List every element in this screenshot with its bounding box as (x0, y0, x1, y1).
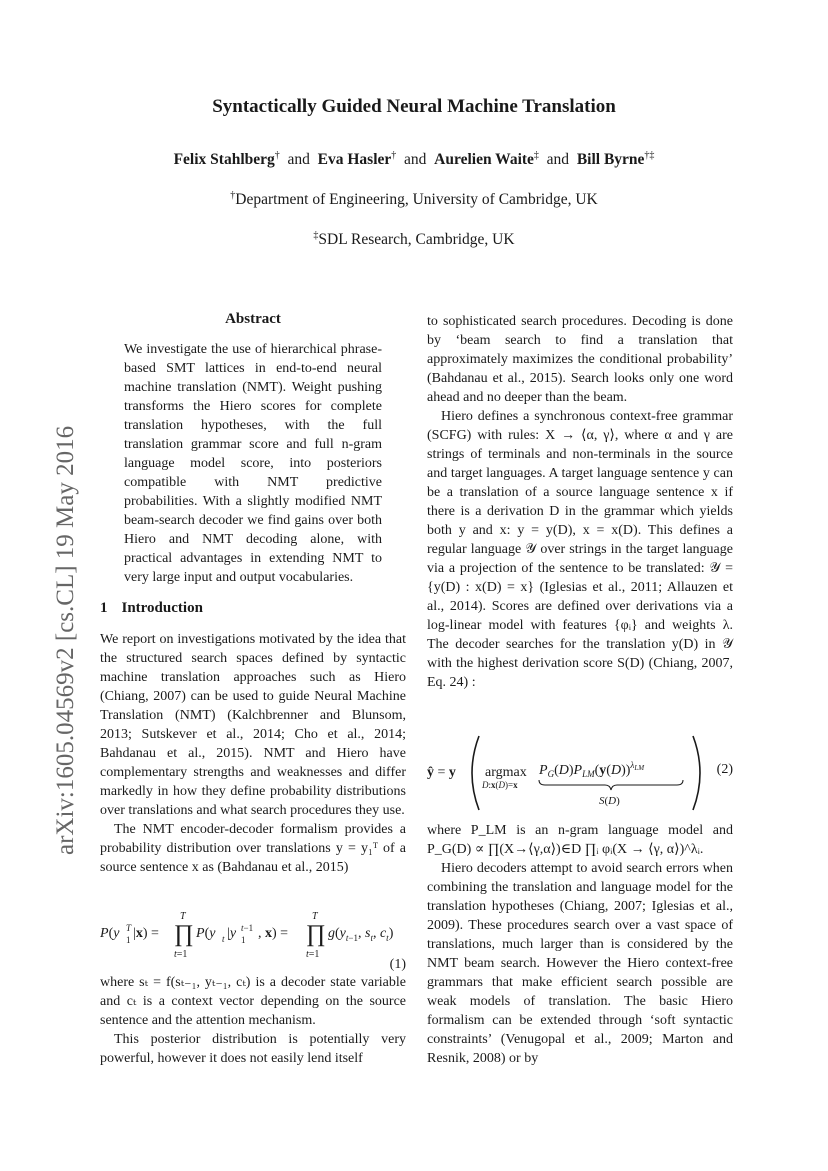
svg-text:1: 1 (126, 935, 131, 945)
paper-title: Syntactically Guided Neural Machine Translation (212, 96, 616, 117)
hiero-paragraph: Hiero defines a synchronous context-free grammar (SCFG) with rules: X → ⟨α, γ⟩, where α and γ are strings of terminals and non-terminals in the source and target languages. A target language sentence y can be a translation of a source language sentence x if there is a derivation D in the grammar which yields both y and x: y = y(D), x = x(D). This defines a regular language 𝒴 over strings in the target language via a projection of the sentence to be translated: 𝒴 = {y(D) : x(D) = x} (Iglesias et al., 2011; Allauzen et al., 2014). Scores are defined over derivations via a log-linear model with features {φᵢ} and weights λ. The decoder searches for the translation y(D) in 𝒴 with the highest derivation score S(D) (Chiang, 2007, Eq. 24) : (427, 409, 733, 690)
equation-1-graphic (100, 905, 406, 971)
svg-text:D:x(D)=x: D:x(D)=x (482, 780, 518, 790)
search-paragraph: to sophisticated search procedures. Decoding is done by ‘beam search to find a translation that approximately maximizes the conditional probability’ (Bahdanau et al., 2015). Search looks only one word ahead and no deeper than the beam. (427, 314, 733, 405)
intro-paragraph: We report on investigations motivated by the idea that the structured search spaces defined by syntactic machine translation approaches such as Hiero (Chiang, 2007) can be used to guide Neural Machine Translation (NMT) (Kalchbrenner and Blunsom, 2013; Sutskever et al., 2014; Cho et al., 2014; Bahdanau et al., 2015). NMT and Hiero have complementary strengths and weaknesses and differ markedly in how they define probability distributions over translations and what search procedures they use. (100, 632, 406, 818)
author-mark: †‡ (644, 150, 655, 161)
left-column-top (100, 630, 406, 877)
equation-number: (2) (716, 762, 733, 777)
svg-text:|x) =: |x) = (133, 926, 159, 941)
affiliation (0, 230, 828, 249)
svg-text:T: T (312, 911, 318, 922)
left-column-bottom (100, 973, 406, 1068)
equation-2-graphic (427, 728, 717, 818)
section-heading (100, 600, 203, 617)
svg-text:S(D): S(D) (599, 795, 620, 807)
author-name: Bill Byrne (576, 151, 645, 169)
affiliation-text: SDL Research, Cambridge, UK (318, 231, 515, 249)
abstract-text: We investigate the use of hierarchical phrase-based SMT lattices in end-to-end neural machine translation (NMT). Weight pushing transforms the Hiero scores for complete translation hypotheses, with the full translation grammar score and full n-gram language model score, into posteriors compatible with NMT predictive probabilities. With a slightly modified NMT beam-search decoder we find gains over both Hiero and NMT decoding alone, with practical advantages in extending NMT to very large input and output vocabularies. (124, 342, 382, 585)
plm-paragraph: where P_LM is an n-gram language model and P_G(D) ∝ ∏(X→⟨γ,α⟩)∈D ∏ᵢ φᵢ(X → ⟨γ, α⟩)^λᵢ. (427, 823, 733, 857)
svg-text:P(y: P(y (100, 926, 120, 941)
author-name: Aurelien Waite (434, 151, 534, 169)
affiliation-mark: † (230, 190, 236, 201)
svg-text:T: T (180, 911, 186, 922)
svg-text:T: T (126, 923, 132, 933)
hiero-decoders-paragraph: Hiero decoders attempt to avoid search errors when combining the translation and language model for the translation hypotheses (Chiang, 2007; Iglesias et al., 2009). These procedures search over a vast space of translations, much larger than is considered by the NMT beam search. However the Hiero context-free grammars that make efficient search possible are weak models of translation. The basic Hiero formalism can be extended through ‘soft syntactic constraints’ (Venugopal et al., 2009; Marton and Resnik, 2008) or by (427, 861, 733, 1066)
decoder-state-paragraph: where sₜ = f(sₜ₋₁, yₜ₋₁, cₜ) is a decoder state variable and cₜ is a context vector depending on the source sentence and the attention mechanism. (100, 975, 406, 1028)
equation-1 (100, 905, 406, 972)
svg-text:∏: ∏ (174, 921, 194, 947)
svg-text:P(y: P(y (196, 926, 216, 941)
svg-text:|y: |y (227, 926, 237, 941)
author-name: Felix Stahlberg (173, 151, 275, 169)
abstract-heading: Abstract (225, 311, 281, 327)
svg-text:, x) =: , x) = (258, 926, 289, 941)
posterior-paragraph: This posterior distribution is potentially very powerful, however it does not easily lend itself (100, 1032, 406, 1066)
section-title: Introduction (121, 600, 203, 616)
affiliation (0, 190, 828, 209)
svg-text:t−1: t−1 (241, 923, 254, 933)
svg-text:t=1: t=1 (174, 949, 188, 960)
svg-text:∏: ∏ (306, 921, 326, 947)
arxiv-stamp-text: arXiv:1605.04569v2 [cs.CL] 19 May 2016 (52, 425, 79, 855)
author-mark: † (391, 150, 397, 161)
svg-text:t=1: t=1 (306, 949, 320, 960)
svg-text:g(yt−1, st, ct): $g(y_{t-1}$, $s_t$, $c_t$) (328, 926, 394, 943)
section-number: 1 (100, 600, 108, 616)
equation-2 (427, 728, 733, 818)
affiliation-mark: ‡ (313, 230, 319, 241)
arxiv-stamp (14, 355, 79, 855)
svg-text:argmax: argmax (485, 765, 527, 780)
right-column-top (427, 312, 733, 692)
nmt-paragraph: The NMT encoder-decoder formalism provides a probability distribution over translations y = y₁ᵀ of a source sentence x as (Bahdanau et al., 2015) (100, 822, 406, 875)
right-column-bottom (427, 821, 733, 1068)
author-line (0, 150, 828, 169)
svg-text:PG(D)PLM(y(D))λLM: $P_G(D)P_{LM}(y(D))^\lambda LM$ (539, 760, 645, 779)
author-mark: † (274, 150, 280, 161)
svg-text:ŷ = y: ŷ = y (427, 765, 456, 780)
author-name: Eva Hasler (317, 151, 392, 169)
author-separator: and (404, 151, 427, 169)
equation-number: (1) (389, 957, 406, 972)
author-mark: ‡ (533, 150, 539, 161)
svg-text:t: t (222, 934, 225, 944)
author-separator: and (546, 151, 570, 169)
affiliation-text: Department of Engineering, University of Cambridge, UK (235, 191, 598, 209)
author-separator: and (287, 151, 310, 169)
svg-text:1: 1 (241, 935, 246, 945)
